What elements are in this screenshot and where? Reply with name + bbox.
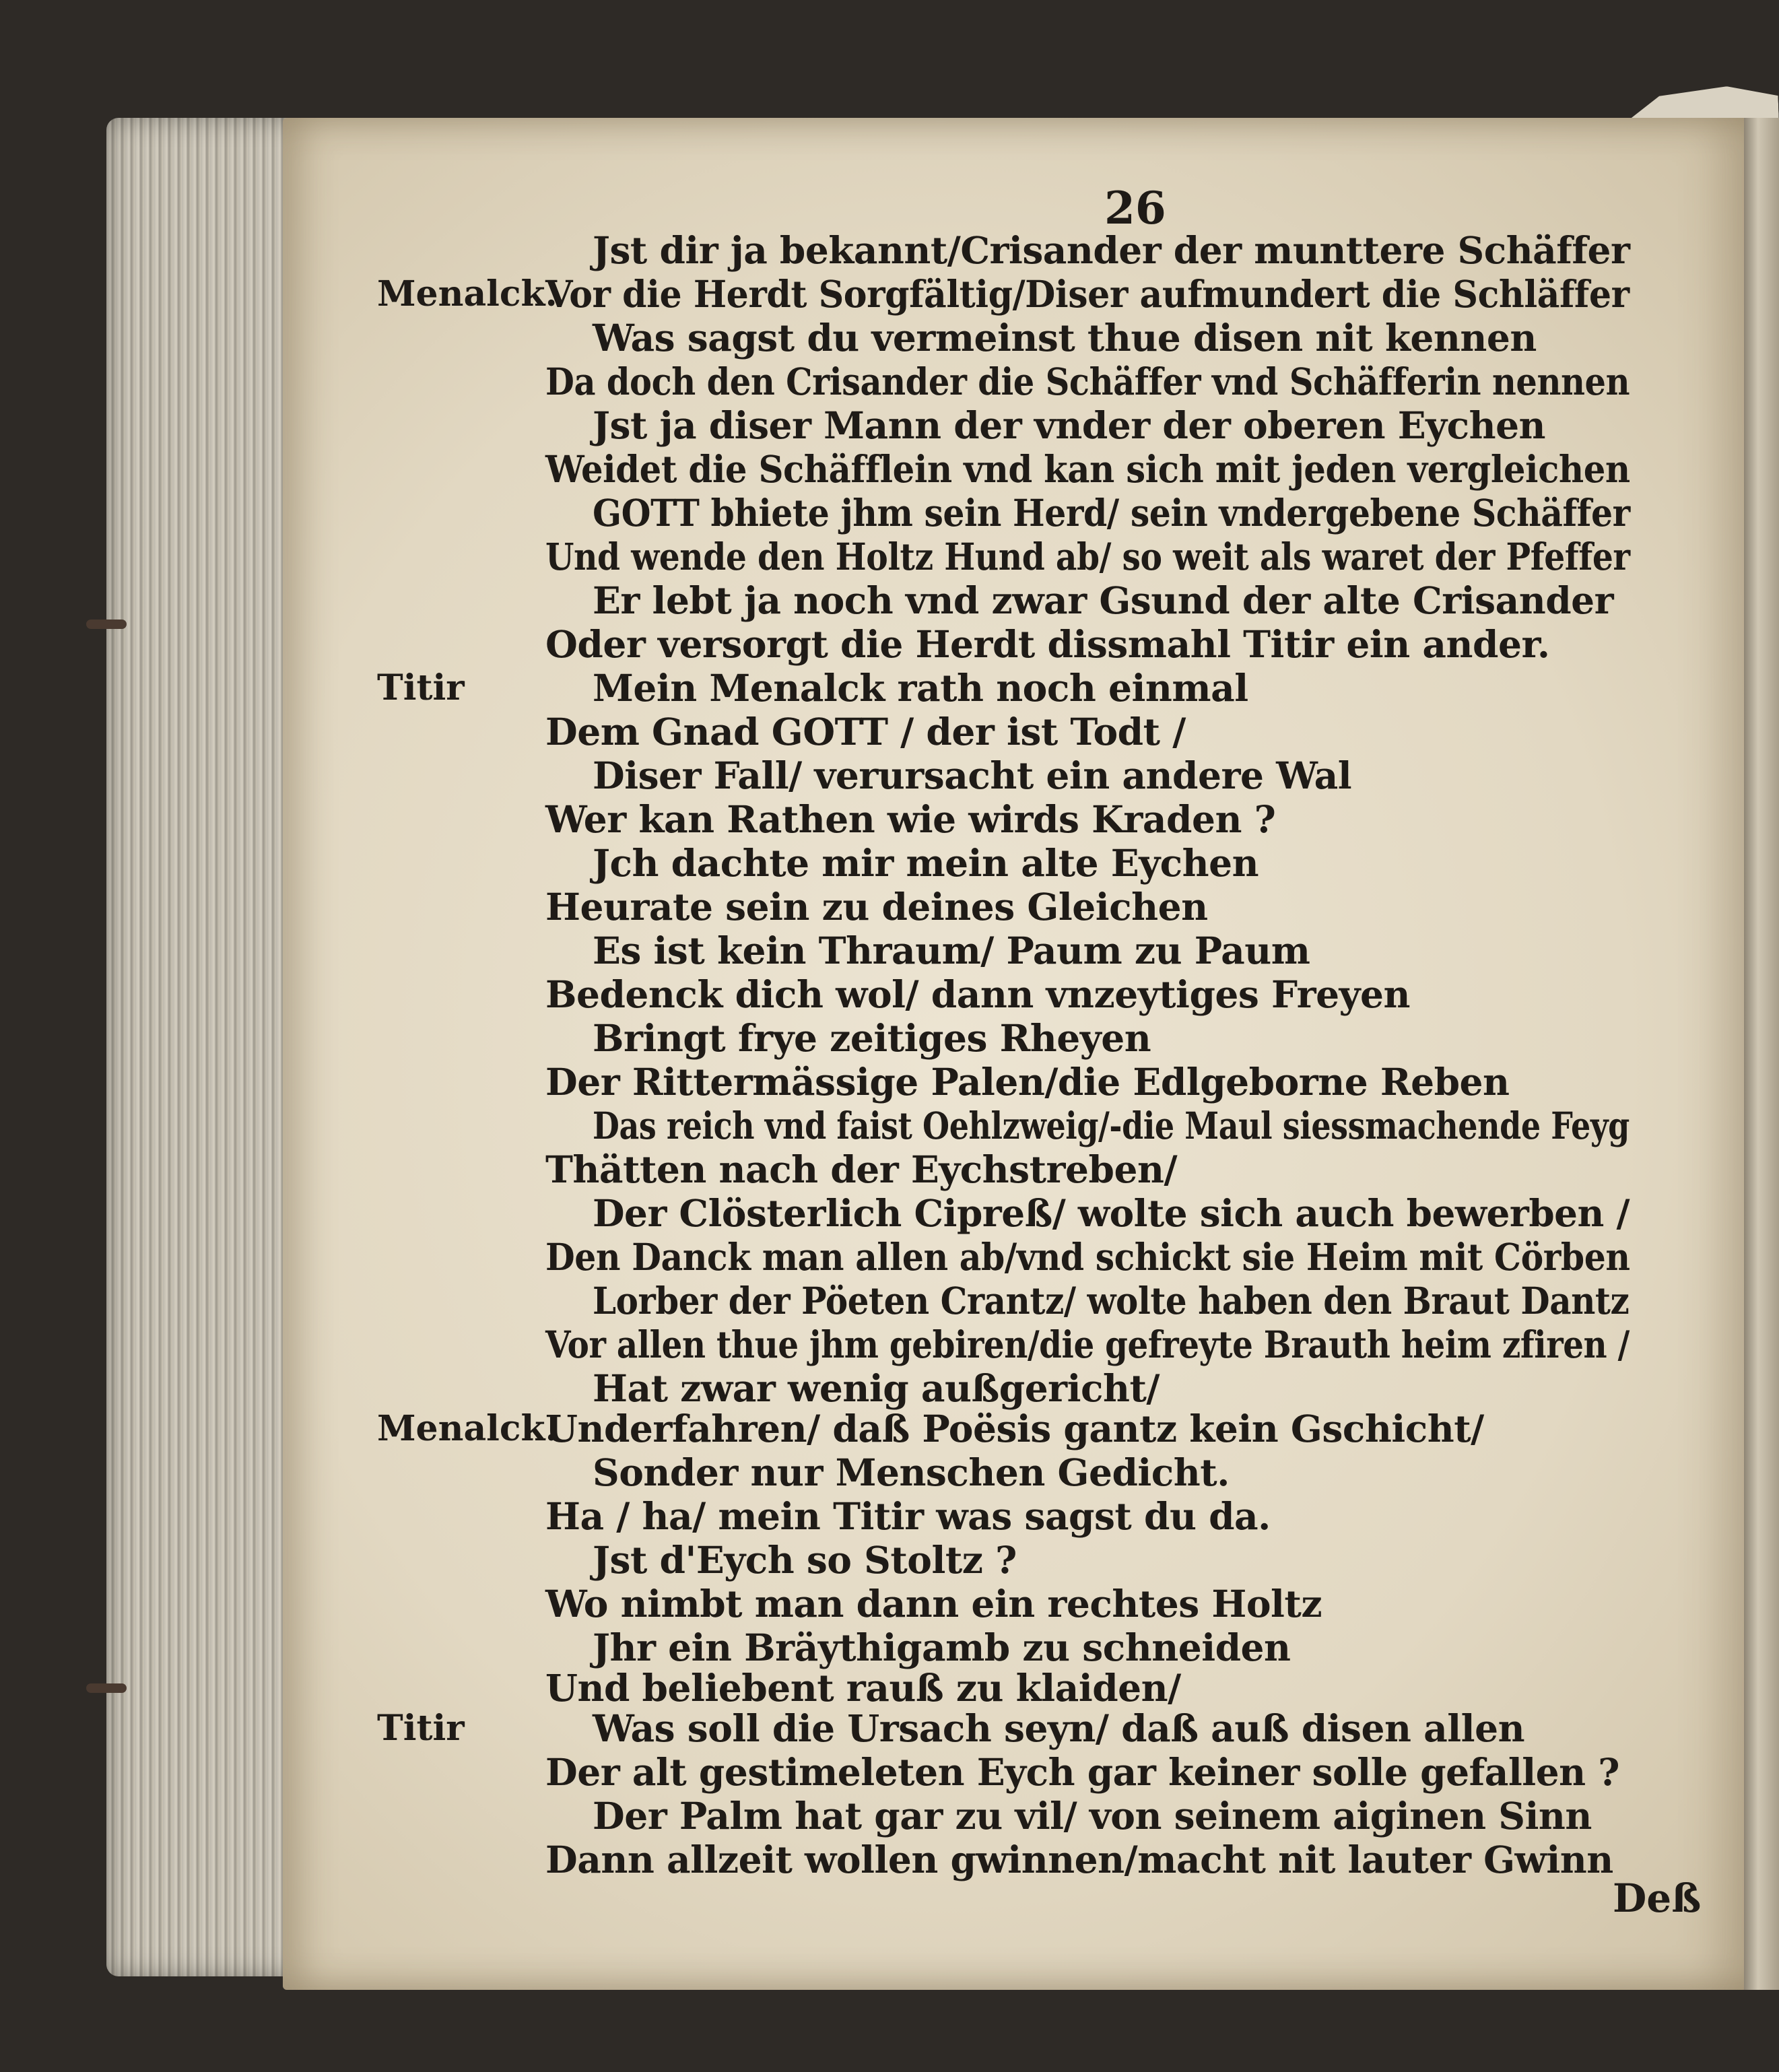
verse-line: Das reich vnd faist Oehlzweig/-die Maul siessmachende Feyg [593, 1104, 1630, 1147]
verse-line: Underfahren/ daß Poësis gantz kein Gschicht/ [545, 1407, 1484, 1450]
verse-line: Weidet die Schäfflein vnd kan sich mit jeden vergleichen [545, 447, 1630, 491]
speaker-label: Titir [377, 1708, 465, 1749]
verse-line: Bringt frye zeitiges Rheyen [593, 1016, 1151, 1060]
verse-line: Der Clösterlich Cipreß/ wolte sich auch bewerben / [593, 1191, 1630, 1235]
verse-line: GOTT bhiete jhm sein Herd/ sein vndergebene Schäffer [593, 491, 1630, 535]
verse-line: Vor allen thue jhm gebiren/die gefreyte Brauth heim zfiren / [545, 1323, 1630, 1366]
verse-line: Ha / ha/ mein Titir was sagst du da. [545, 1494, 1271, 1538]
catchword: Deß [1613, 1875, 1702, 1921]
verse-line: Vor die Herdt Sorgfältig/Diser aufmundert die Schläffer [545, 272, 1630, 316]
verse-line: Bedenck dich wol/ dann vnzeytiges Freyen [545, 972, 1410, 1016]
verse-line: Wo nimbt man dann ein rechtes Holtz [545, 1582, 1322, 1626]
speaker-label: Menalck. [377, 1408, 558, 1449]
verse-line: Den Danck man allen ab/vnd schickt sie Heim mit Cörben [545, 1235, 1630, 1279]
verse-line: Jst d'Eych so Stoltz ? [593, 1538, 1017, 1582]
verse-line: Jch dachte mir mein alte Eychen [593, 841, 1259, 885]
verse-line: Heurate sein zu deines Gleichen [545, 885, 1208, 929]
verse-line: Dann allzeit wollen gwinnen/macht nit lauter Gwinn [545, 1838, 1613, 1881]
verse-line: Mein Menalck rath noch einmal [593, 666, 1248, 710]
verse-line: Der alt gestimeleten Eych gar keiner solle gefallen ? [545, 1750, 1620, 1794]
verse-line: Sonder nur Menschen Gedicht. [593, 1450, 1230, 1494]
verse-line: Jst ja diser Mann der vnder der oberen Eychen [593, 403, 1546, 447]
verse-line: Wer kan Rathen wie wirds Kraden ? [545, 797, 1276, 841]
facing-page-edge [1744, 118, 1779, 1990]
verse-line: Was sagst du vermeinst thue disen nit kennen [593, 316, 1537, 360]
verse-line: Hat zwar wenig außgericht/ [593, 1366, 1160, 1410]
verse-line: Diser Fall/ verursacht ein andere Wal [593, 754, 1352, 797]
verse-line: Und beliebent rauß zu klaiden/ [545, 1666, 1181, 1710]
speaker-label: Menalck. [377, 273, 558, 314]
verse-line: Der Rittermässige Palen/die Edlgeborne Reben [545, 1060, 1510, 1104]
page-number: 26 [1104, 182, 1166, 234]
binding-tie [86, 620, 127, 629]
verse-line: Lorber der Pöeten Crantz/ wolte haben den Braut Dantz [593, 1279, 1630, 1323]
verse-line: Dem Gnad GOTT / der ist Todt / [545, 710, 1186, 754]
verse-line: Da doch den Crisander die Schäffer vnd Schäfferin nennen [545, 360, 1630, 403]
verse-line: Jhr ein Bräythigamb zu schneiden [593, 1626, 1291, 1669]
verse-line: Jst dir ja bekannt/Crisander der munttere Schäffer [593, 228, 1630, 272]
verse-line: Der Palm hat gar zu vil/ von seinem aiginen Sinn [593, 1794, 1592, 1838]
verse-line: Es ist kein Thraum/ Paum zu Paum [593, 929, 1310, 972]
verse-line: Er lebt ja noch vnd zwar Gsund der alte Crisander [593, 578, 1614, 622]
verse-line: Oder versorgt die Herdt dissmahl Titir ein ander. [545, 622, 1550, 666]
verse-line: Und wende den Holtz Hund ab/ so weit als waret der Pfeffer [545, 535, 1630, 578]
binding-tie [86, 1683, 127, 1693]
verse-line: Was soll die Ursach seyn/ daß auß disen allen [593, 1706, 1525, 1750]
speaker-label: Titir [377, 667, 465, 708]
verse-line: Thätten nach der Eychstreben/ [545, 1147, 1178, 1191]
